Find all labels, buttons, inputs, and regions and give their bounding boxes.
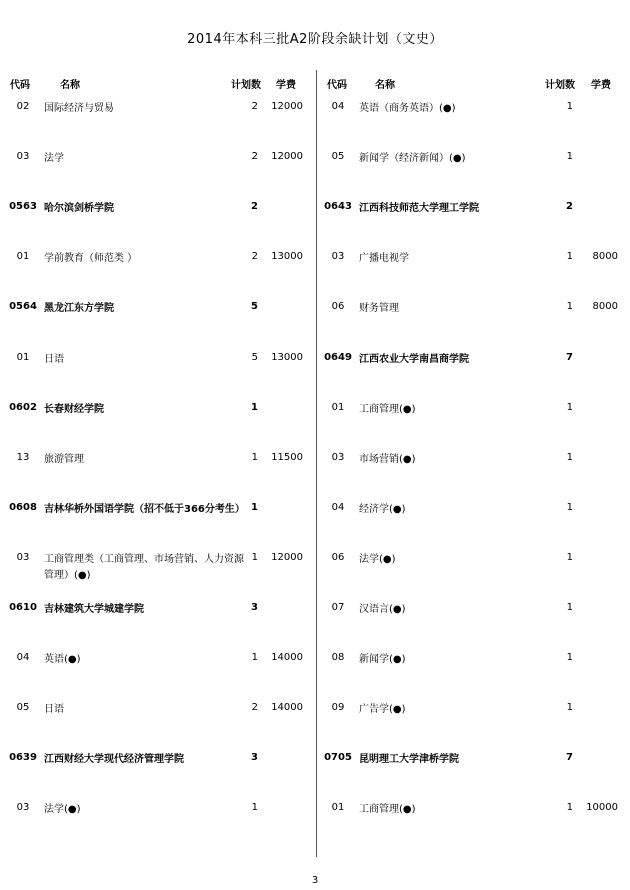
row-name: 新闻学(●) — [359, 654, 406, 666]
row-plan: 1 — [251, 401, 258, 413]
institution-row — [0, 352, 630, 386]
row-plan: 1 — [566, 702, 573, 714]
page-number: 3 — [311, 875, 319, 886]
row-plan: 3 — [251, 602, 258, 613]
row-name: 法学(●) — [44, 804, 81, 816]
right-table-header — [0, 76, 630, 90]
row-code: 03 — [16, 551, 30, 563]
row-fee: 8000 — [592, 251, 618, 263]
major-row — [0, 802, 630, 836]
row-name: 法学(●) — [359, 553, 396, 565]
header-plan: 计划数 — [231, 80, 261, 91]
header-plan: 计划数 — [545, 80, 575, 91]
row-code: 0608 — [9, 501, 37, 513]
row-fee: 11500 — [271, 451, 303, 463]
major-row — [0, 452, 630, 486]
row-fee: 10000 — [586, 802, 618, 814]
row-code: 0610 — [9, 602, 37, 613]
institution-row — [0, 752, 630, 786]
institution-row — [0, 602, 630, 636]
major-row — [0, 652, 630, 686]
major-row — [0, 151, 630, 185]
row-code: 0564 — [9, 301, 37, 313]
institution-row — [0, 301, 630, 335]
column-divider — [316, 70, 317, 857]
major-row — [0, 101, 630, 135]
row-fee: 12000 — [271, 551, 303, 563]
row-code: 03 — [16, 802, 30, 814]
row-name: 汉语言(●) — [359, 604, 406, 615]
row-name: 吉林华桥外国语学院（招不低于366分考生） — [44, 503, 245, 515]
major-row — [0, 352, 630, 386]
major-row — [0, 251, 630, 285]
row-name: 日语 — [44, 704, 64, 716]
row-plan: 2 — [251, 251, 258, 263]
institution-row — [0, 752, 630, 786]
row-code: 03 — [331, 451, 345, 463]
row-code: 05 — [16, 702, 30, 714]
row-plan: 1 — [566, 802, 573, 814]
row-plan: 2 — [251, 151, 258, 163]
row-code: 04 — [16, 652, 30, 664]
institution-row — [0, 201, 630, 235]
major-row — [0, 301, 630, 335]
row-plan: 5 — [251, 351, 258, 363]
major-row — [0, 151, 630, 185]
institution-row — [0, 502, 630, 536]
row-plan: 1 — [566, 652, 573, 664]
row-name: 国际经济与贸易 — [44, 103, 114, 114]
row-code: 04 — [331, 101, 345, 112]
row-code: 03 — [331, 251, 345, 263]
row-name: 法学 — [44, 153, 64, 165]
row-fee: 14000 — [271, 652, 303, 664]
row-code: 05 — [331, 151, 345, 163]
major-row — [0, 702, 630, 736]
row-code: 06 — [331, 301, 345, 313]
header-code: 代码 — [10, 80, 30, 91]
row-fee: 12000 — [271, 151, 303, 163]
row-plan: 1 — [251, 652, 258, 664]
header-fee: 学费 — [276, 80, 296, 91]
row-name: 哈尔滨剑桥学院 — [44, 203, 114, 215]
page-title: 2014年本科三批A2阶段余缺计划（文史） — [187, 32, 443, 47]
row-plan: 1 — [566, 501, 573, 513]
row-plan: 2 — [251, 201, 258, 213]
header-name: 名称 — [60, 80, 80, 91]
row-name: 江西农业大学南昌商学院 — [359, 353, 469, 365]
row-plan: 1 — [251, 802, 258, 814]
row-name: 财务管理 — [359, 303, 399, 315]
row-name: 经济学(●) — [359, 503, 406, 515]
row-code: 03 — [16, 151, 30, 163]
row-name: 江西科技师范大学理工学院 — [359, 203, 479, 215]
row-code: 07 — [331, 602, 345, 613]
row-name: 英语（商务英语）(●) — [359, 103, 456, 114]
row-fee: 12000 — [271, 101, 303, 112]
row-code: 0649 — [324, 351, 352, 363]
row-name: 工商管理类（工商管理、市场营销、人力资源管理）(●) — [44, 553, 244, 581]
row-plan: 2 — [251, 702, 258, 714]
major-row — [0, 652, 630, 686]
row-plan: 1 — [566, 451, 573, 463]
major-row — [0, 452, 630, 486]
row-code: 08 — [331, 652, 345, 664]
major-row — [0, 602, 630, 636]
row-plan: 7 — [566, 351, 573, 363]
row-code: 13 — [16, 451, 30, 463]
row-name: 新闻学（经济新闻）(●) — [359, 153, 466, 165]
major-row — [0, 552, 630, 586]
row-name: 广告学(●) — [359, 704, 406, 716]
row-name: 工商管理(●) — [359, 804, 416, 816]
major-row — [0, 101, 630, 135]
row-fee: 13000 — [271, 351, 303, 363]
row-code: 01 — [16, 351, 30, 363]
row-name: 黑龙江东方学院 — [44, 303, 114, 315]
row-code: 09 — [331, 702, 345, 714]
row-name: 学前教育（师范类 ） — [44, 253, 138, 265]
row-code: 06 — [331, 551, 345, 563]
institution-row — [0, 402, 630, 436]
row-fee: 14000 — [271, 702, 303, 714]
row-plan: 5 — [251, 301, 258, 313]
major-row — [0, 702, 630, 736]
row-name: 广播电视学 — [359, 253, 409, 265]
row-code: 04 — [331, 501, 345, 513]
row-code: 01 — [331, 401, 345, 413]
row-name: 旅游管理 — [44, 453, 84, 465]
row-plan: 2 — [251, 101, 258, 112]
row-name: 英语(●) — [44, 654, 81, 666]
row-plan: 1 — [566, 151, 573, 163]
row-plan: 7 — [566, 752, 573, 764]
row-name: 江西财经大学现代经济管理学院 — [44, 754, 184, 766]
row-plan: 1 — [251, 551, 258, 563]
row-plan: 1 — [566, 551, 573, 563]
row-fee: 8000 — [592, 301, 618, 313]
row-name: 昆明理工大学津桥学院 — [359, 754, 459, 766]
row-code: 0705 — [324, 752, 352, 764]
row-name: 市场营销(●) — [359, 453, 416, 465]
row-code: 01 — [331, 802, 345, 814]
row-code: 0563 — [9, 201, 37, 213]
row-code: 0639 — [9, 752, 37, 764]
row-plan: 3 — [251, 752, 258, 764]
row-plan: 1 — [566, 602, 573, 613]
header-fee: 学费 — [591, 80, 611, 91]
row-name: 吉林建筑大学城建学院 — [44, 604, 144, 615]
major-row — [0, 802, 630, 836]
major-row — [0, 502, 630, 536]
header-name: 名称 — [375, 80, 395, 91]
row-name: 长春财经学院 — [44, 403, 104, 415]
row-name: 日语 — [44, 353, 64, 365]
row-code: 02 — [16, 101, 30, 112]
row-plan: 1 — [251, 501, 258, 513]
major-row — [0, 552, 630, 586]
row-plan: 2 — [566, 201, 573, 213]
row-plan: 1 — [251, 451, 258, 463]
row-code: 01 — [16, 251, 30, 263]
row-plan: 1 — [566, 401, 573, 413]
row-code: 0602 — [9, 401, 37, 413]
institution-row — [0, 201, 630, 235]
row-plan: 1 — [566, 301, 573, 313]
row-fee: 13000 — [271, 251, 303, 263]
row-plan: 1 — [566, 101, 573, 112]
major-row — [0, 402, 630, 436]
row-plan: 1 — [566, 251, 573, 263]
row-name: 工商管理(●) — [359, 403, 416, 415]
header-code: 代码 — [327, 80, 347, 91]
row-code: 0643 — [324, 201, 352, 213]
major-row — [0, 251, 630, 285]
